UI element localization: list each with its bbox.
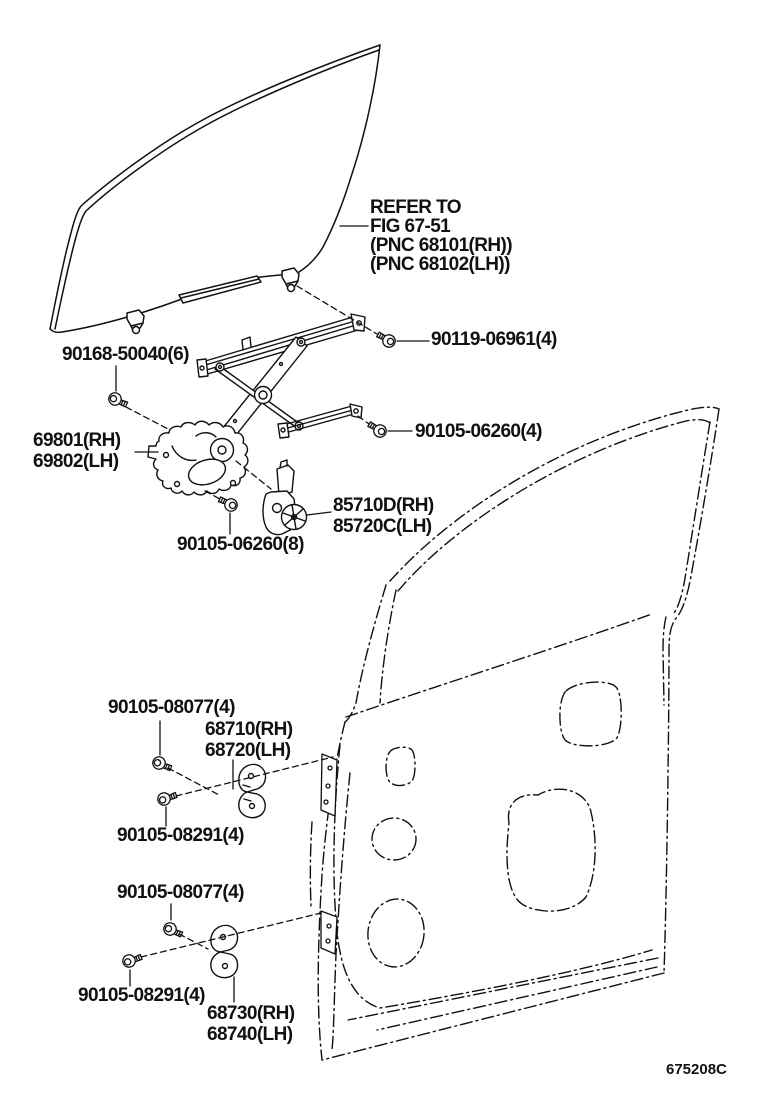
upper-hinge-door-plate xyxy=(321,754,337,816)
callout-regulator-rail-bolt: 90119-06961(4) xyxy=(431,329,557,350)
bolt-08077-upper xyxy=(151,755,174,775)
door-front-face-line xyxy=(310,822,312,906)
callout-upper-hinge-rh: 68710(RH) xyxy=(205,719,293,740)
door-hole-upper-rear xyxy=(560,682,621,746)
callout-motor-lh: 85720C(LH) xyxy=(333,516,432,537)
callout-lower-hinge-bolt-body: 90105-08077(4) xyxy=(117,882,244,903)
reference-note-line2: FIG 67-51 xyxy=(370,216,451,237)
regulator-motor xyxy=(263,460,307,535)
regulator-bracket-plate xyxy=(148,421,248,495)
callout-regulator-lh: 69802(LH) xyxy=(33,451,119,472)
lower-hinge-drawing xyxy=(211,925,238,977)
door-rear-edge xyxy=(664,409,719,973)
callout-lower-hinge xyxy=(207,1003,295,1045)
upper-hinge-drawing xyxy=(239,764,266,817)
door-belt-line xyxy=(346,614,652,717)
door-rear-pillar-inner xyxy=(674,422,710,613)
door-bottom-edge xyxy=(322,973,664,1060)
door-frame-top-inner xyxy=(398,420,710,591)
callout-regulator xyxy=(33,430,121,472)
callout-upper-hinge-lh: 68720(LH) xyxy=(205,740,291,761)
bolt-90168 xyxy=(107,391,130,411)
glass-right-edge xyxy=(296,45,380,274)
reference-note-line4: (PNC 68102(LH)) xyxy=(370,254,510,275)
bolt-08291-lower xyxy=(121,952,143,969)
reference-note xyxy=(370,198,512,274)
door-hole-small-upper xyxy=(386,747,415,785)
callout-motor-rh: 85710D(RH) xyxy=(333,495,434,516)
bolt-06260-4 xyxy=(366,418,389,439)
sector-gear xyxy=(211,439,234,462)
door-glass-drawing xyxy=(50,45,380,334)
bolt-08077-lower xyxy=(162,921,185,941)
callout-equalizer-rail-bolt: 90105-06260(4) xyxy=(415,421,542,442)
callout-upper-hinge xyxy=(205,719,293,761)
glass-channel-strip xyxy=(179,276,261,303)
bolt-90119 xyxy=(375,328,398,349)
lower-hinge-door-plate xyxy=(321,911,337,954)
assembly-dashed-lines xyxy=(126,286,377,957)
callout-glass-retainer-bolt: 90168-50040(6) xyxy=(62,344,189,365)
door-front-pillar-inner xyxy=(380,590,396,703)
callout-lower-hinge-lh: 68740(LH) xyxy=(207,1024,293,1045)
bolt-08291-upper xyxy=(156,790,178,807)
callout-upper-hinge-bolt-body: 90105-08077(4) xyxy=(108,697,235,718)
door-rear-jog-line xyxy=(663,617,666,705)
bolt-06260-8 xyxy=(217,493,240,514)
door-hole-oval xyxy=(364,896,428,970)
callout-motor-bolt: 90105-06260(8) xyxy=(177,534,304,555)
reference-note-line1: REFER TO xyxy=(370,197,461,218)
callout-lower-hinge-rh: 68730(RH) xyxy=(207,1003,295,1024)
door-hole-large xyxy=(507,789,595,911)
glass-clip-front xyxy=(127,310,144,334)
callout-upper-hinge-bolt-door: 90105-08291(4) xyxy=(117,825,244,846)
callout-motor xyxy=(333,495,434,537)
callout-lower-hinge-bolt-door: 90105-08291(4) xyxy=(78,985,205,1006)
glass-clip-rear xyxy=(282,268,299,292)
reference-note-line3: (PNC 68101(RH)) xyxy=(370,235,512,256)
diagram-code: 675208C xyxy=(666,1061,727,1078)
door-hole-round xyxy=(372,818,416,860)
door-bottom-inner-2 xyxy=(377,967,657,1030)
callout-regulator-rh: 69801(RH) xyxy=(33,430,121,451)
regulator-center-pivot xyxy=(255,387,272,404)
